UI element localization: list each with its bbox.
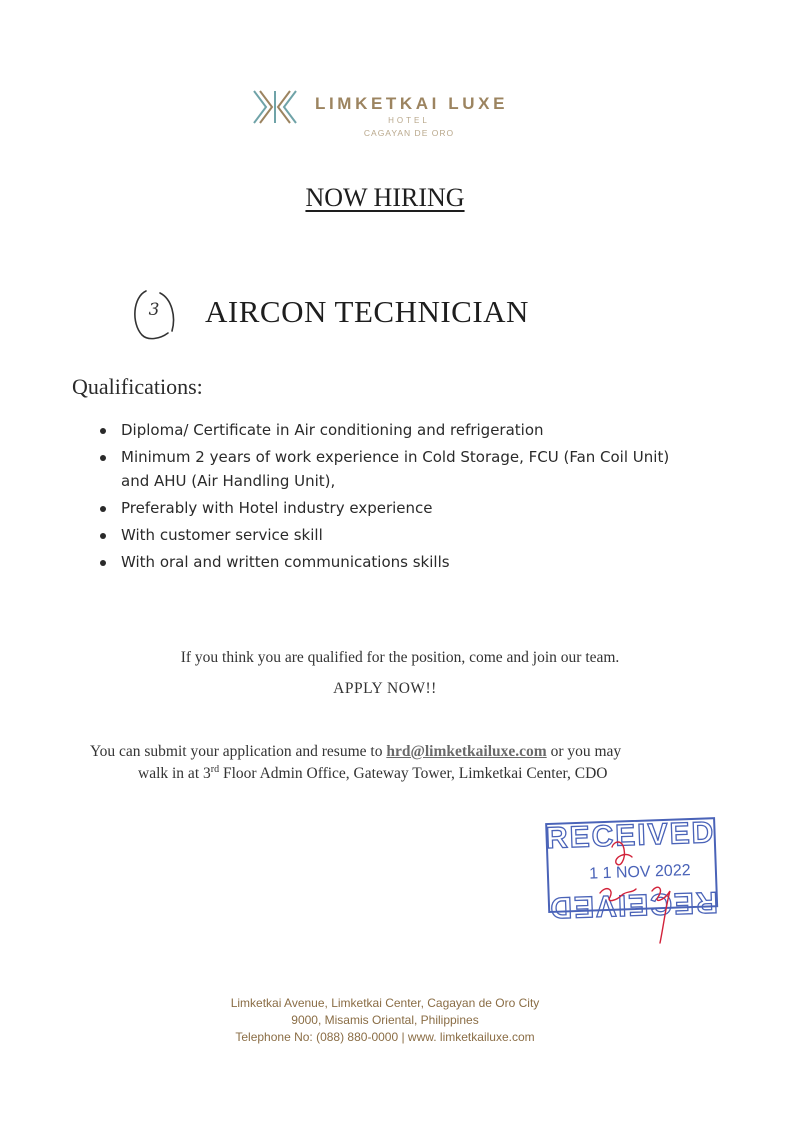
- submit-text-after: or you may: [546, 743, 622, 760]
- position-count-number: 3: [148, 300, 160, 320]
- walk-in-prefix: walk in at 3: [138, 765, 211, 782]
- footer-address: Limketkai Avenue, Limketkai Center, Cagayan de Oro City: [230, 996, 540, 1010]
- qualification-item: With customer service skill: [100, 523, 700, 547]
- walk-in-suffix: Floor Admin Office, Gateway Tower, Limketkai Center, CDO: [219, 765, 608, 782]
- email-link[interactable]: hrd@limketkailuxe.com: [386, 743, 547, 760]
- page-footer: [0, 995, 770, 1046]
- stamp-word-top: RECEIVED: [545, 816, 716, 856]
- qualification-item: Preferably with Hotel industry experience: [100, 496, 700, 520]
- footer-contact: Telephone No: (088) 880-0000 | www. limketkailuxe.com: [235, 1030, 535, 1044]
- brand-subtitle: HOTEL: [388, 116, 430, 125]
- qualification-item: Minimum 2 years of work experience in Cold Storage, FCU (Fan Coil Unit) and AHU (Air Handling Unit),: [100, 445, 700, 493]
- position-count: [128, 287, 180, 341]
- brand-city: CAGAYAN DE ORO: [363, 128, 455, 138]
- invitation-text: If you think you are qualified for the position, come and join our team.: [180, 649, 620, 666]
- walk-in-line: [90, 763, 710, 785]
- stamp-word-bottom: RECEIVED: [547, 885, 719, 925]
- apply-now-text: APPLY NOW!!: [333, 680, 437, 697]
- now-hiring-heading: NOW HIRING: [305, 183, 465, 212]
- floor-superscript: rd: [210, 763, 220, 775]
- submit-text-before: You can submit your application and resume to: [90, 743, 387, 760]
- submission-instructions: [90, 741, 710, 785]
- brand-name: LIMKETKAI LUXE: [315, 94, 509, 113]
- hotel-logo: [252, 83, 542, 143]
- footer-region: 9000, Misamis Oriental, Philippines: [291, 1013, 479, 1027]
- qualification-item: With oral and written communications skills: [100, 550, 700, 574]
- stamp-date: 1 1 NOV 2022: [588, 862, 691, 883]
- received-stamp: [540, 805, 730, 950]
- qualifications-heading: Qualifications:: [72, 374, 203, 399]
- qualification-item: Diploma/ Certificate in Air conditioning and refrigeration: [100, 418, 700, 442]
- job-title: AIRCON TECHNICIAN: [205, 294, 529, 329]
- qualifications-list: [100, 418, 700, 577]
